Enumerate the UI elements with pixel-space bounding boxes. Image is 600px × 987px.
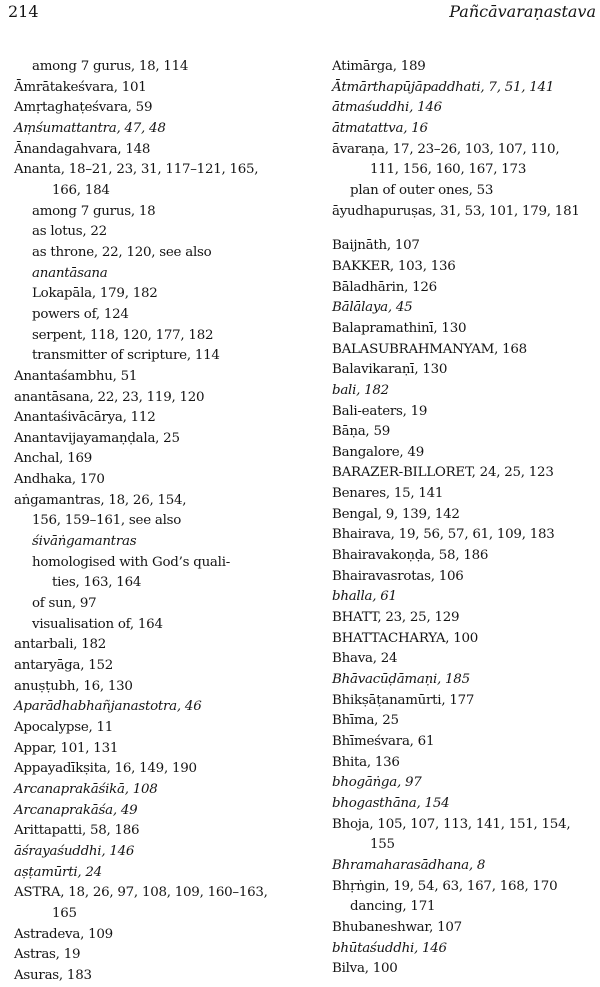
- index-line: among 7 gurus, 18: [32, 203, 156, 219]
- running-title: Pañcāvaraṇastava: [449, 2, 596, 21]
- index-line: Andhaka, 170: [14, 472, 105, 488]
- index-line: dancing, 171: [350, 899, 436, 915]
- index-line: Anchal, 169: [14, 451, 93, 467]
- index-line: Bangalore, 49: [332, 444, 424, 460]
- index-line: Ananta, 18–21, 23, 31, 117–121, 165,: [14, 162, 259, 178]
- index-line: BHATT, 23, 25, 129: [332, 610, 460, 626]
- index-line: Balapramathinī, 130: [332, 320, 467, 336]
- index-line: homologised with God’s quali-: [32, 554, 231, 570]
- index-line: Bengal, 9, 139, 142: [332, 506, 460, 522]
- index-line: 111, 156, 160, 167, 173: [370, 162, 527, 178]
- index-line: BALASUBRAHMANYAM, 168: [332, 341, 527, 357]
- index-line: āyudhapuruṣas, 31, 53, 101, 179, 181: [332, 203, 580, 219]
- index-line: Bhṛṅgin, 19, 54, 63, 167, 168, 170: [332, 878, 558, 894]
- index-line: bhalla, 61: [332, 589, 397, 605]
- index-line: Bilva, 100: [332, 961, 398, 977]
- index-line: Bhīmeśvara, 61: [332, 734, 435, 749]
- index-line: serpent, 118, 120, 177, 182: [32, 327, 214, 343]
- index-column-right: [332, 57, 598, 980]
- index-line: Bhita, 136: [332, 754, 400, 770]
- index-line: BHATTACHARYA, 100: [332, 630, 479, 646]
- index-line: Asuras, 183: [14, 967, 92, 983]
- index-line: Bāṇa, 59: [332, 424, 390, 440]
- index-line: bhogasthāna, 154: [332, 795, 450, 811]
- index-line: Amṛtaghaṭeśvara, 59: [14, 100, 153, 116]
- index-line: Bhāvacūḍāmaṇi, 185: [332, 672, 470, 688]
- index-line: Ātmārthapūjāpaddhati, 7, 51, 141: [332, 79, 555, 95]
- index-line: among 7 gurus, 18, 114: [32, 59, 189, 74]
- index-line: bhūtaśuddhi, 146: [332, 940, 447, 956]
- index-line: Aparādhabhañjanastotra, 46: [14, 699, 202, 715]
- index-line: Anantaśivācārya, 112: [14, 410, 156, 426]
- index-line: as lotus, 22: [32, 224, 107, 240]
- index-line: Atimārga, 189: [332, 59, 426, 74]
- index-line: āvaraṇa, 17, 23–26, 103, 107, 110,: [332, 141, 560, 157]
- index-line: Ānandagahvara, 148: [14, 141, 151, 157]
- index-line: Bali-eaters, 19: [332, 403, 428, 419]
- index-line: Anantaśambhu, 51: [14, 368, 138, 384]
- index-line: anantāsana: [32, 265, 108, 281]
- index-line: Arcanaprakāśikā, 108: [14, 781, 158, 797]
- index-column-left: [14, 57, 276, 987]
- index-line: Bhava, 24: [332, 651, 398, 667]
- index-line: 166, 184: [52, 182, 110, 198]
- index-line: plan of outer ones, 53: [350, 182, 494, 198]
- index-line: Bhīma, 25: [332, 713, 399, 729]
- index-line: Balavikaraṇī, 130: [332, 362, 448, 378]
- index-line: Bālālaya, 45: [332, 300, 413, 316]
- letter-group-gap: [332, 222, 598, 236]
- index-line: 155: [370, 837, 395, 853]
- index-line: Benares, 15, 141: [332, 486, 444, 502]
- index-line: ties, 163, 164: [52, 575, 142, 591]
- index-line: āśrayaśuddhi, 146: [14, 843, 135, 859]
- index-line: Aṃśumattantra, 47, 48: [14, 120, 166, 136]
- index-line: Apocalypse, 11: [14, 720, 114, 735]
- index-line: Astras, 19: [14, 947, 81, 963]
- index-line: Baijnāth, 107: [332, 238, 420, 254]
- index-line: anantāsana, 22, 23, 119, 120: [14, 389, 205, 405]
- index-line: 156, 159–161, see also: [32, 513, 182, 529]
- index-line: Appayadīkṣita, 16, 149, 190: [14, 761, 197, 777]
- index-line: transmitter of scripture, 114: [32, 348, 220, 364]
- index-line: BARAZER-BILLORET, 24, 25, 123: [332, 465, 554, 481]
- index-line: Astradeva, 109: [14, 926, 113, 942]
- index-line: of sun, 97: [32, 596, 97, 612]
- index-line: bhogāṅga, 97: [332, 775, 422, 791]
- index-line: antaryāga, 152: [14, 658, 114, 674]
- index-line: aṅgamantras, 18, 26, 154,: [14, 492, 187, 508]
- index-line: aṣṭamūrti, 24: [14, 864, 102, 880]
- index-line: Bhubaneshwar, 107: [332, 919, 462, 935]
- index-line: Anantavijayamaṇḍala, 25: [14, 430, 180, 446]
- index-line: Arittapatti, 58, 186: [14, 823, 140, 839]
- index-line: ātmatattva, 16: [332, 120, 428, 136]
- index-line: visualisation of, 164: [32, 616, 163, 632]
- index-line: anuṣṭubh, 16, 130: [14, 678, 133, 694]
- index-line: śivāṅgamantras: [32, 534, 137, 550]
- index-line: ASTRA, 18, 26, 97, 108, 109, 160–163,: [14, 885, 268, 901]
- index-line: antarbali, 182: [14, 637, 107, 653]
- index-line: Bhairavasrotas, 106: [332, 568, 464, 584]
- page-header: [0, 0, 600, 26]
- index-line: Appar, 101, 131: [14, 740, 119, 756]
- index-line: Bhikṣāṭanamūrti, 177: [332, 692, 475, 708]
- index-line: 165: [52, 905, 77, 921]
- index-line: Bhairavakoṇḍa, 58, 186: [332, 548, 489, 564]
- index-line: BAKKER, 103, 136: [332, 258, 456, 274]
- index-line: Āmrātakeśvara, 101: [14, 79, 147, 95]
- index-line: Bāladhārin, 126: [332, 279, 437, 295]
- index-line: Bhoja, 105, 107, 113, 141, 151, 154,: [332, 816, 571, 832]
- index-line: powers of, 124: [32, 306, 129, 322]
- index-line: bali, 182: [332, 382, 389, 398]
- index-line: Bhairava, 19, 56, 57, 61, 109, 183: [332, 527, 555, 543]
- index-line: Lokapāla, 179, 182: [32, 286, 158, 302]
- page-number: 214: [8, 2, 39, 21]
- index-line: ātmaśuddhi, 146: [332, 100, 442, 116]
- index-line: Bhramaharasādhana, 8: [332, 857, 486, 873]
- index-line: as throne, 22, 120, see also: [32, 244, 212, 260]
- index-line: Arcanaprakāśa, 49: [14, 802, 138, 818]
